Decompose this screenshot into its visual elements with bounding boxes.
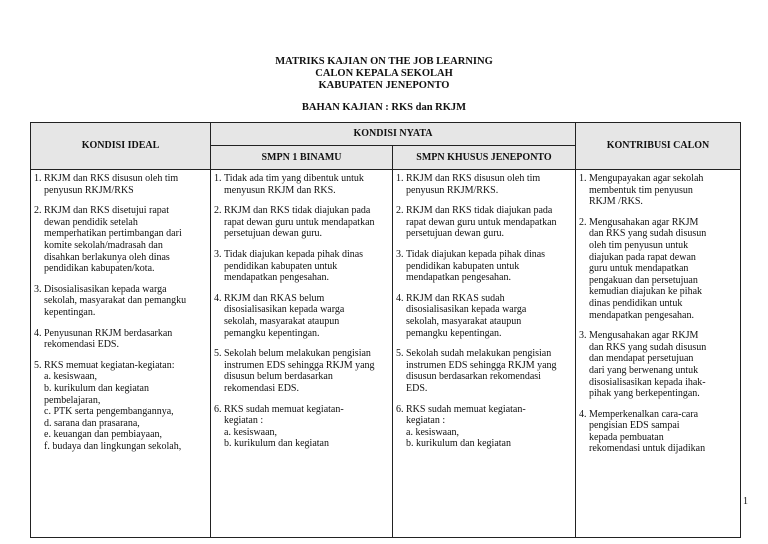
item-line: dan mendapat persetujuan <box>589 353 694 365</box>
item-line: d. sarana dan prasarana, <box>44 417 140 429</box>
list-item <box>579 330 738 400</box>
item-line: pemangku kepentingan. <box>406 327 502 339</box>
item-line: disosialisasikan kepada ihak- <box>589 376 706 388</box>
item-line: persetujuan dewan guru. <box>406 228 505 240</box>
list-item <box>34 173 208 196</box>
item-line: Disosialisasikan kepada warga <box>44 283 167 295</box>
item-number: 6. <box>396 403 404 415</box>
item-line: EDS. <box>406 382 428 394</box>
item-number: 3. <box>396 248 404 260</box>
list-item <box>579 409 738 455</box>
item-line: memperhatikan pertimbangan dari <box>44 228 182 240</box>
item-line: disosialisasikan kepada warga <box>406 304 527 316</box>
item-number: 2. <box>579 216 587 228</box>
item-line: b. kurikulum dan kegiatan <box>44 382 149 394</box>
list-item <box>396 205 573 240</box>
item-line: rapat dewan guru untuk mendapatkan <box>224 216 375 228</box>
list-item <box>579 217 738 321</box>
page-number: 1 <box>743 496 748 507</box>
doc-title-line-3: KABUPATEN JENEPONTO <box>318 80 450 91</box>
item-line: rekomendasi EDS. <box>44 339 119 351</box>
item-number: 3. <box>579 330 587 342</box>
item-line: Tidak diajukan kepada pihak dinas <box>406 248 546 260</box>
item-line: pendidikan kabupaten untuk <box>406 260 520 272</box>
item-line: guru untuk mendapatkan <box>589 263 689 275</box>
cell-smpn-khusus <box>393 170 575 537</box>
item-number: 1. <box>396 173 404 184</box>
item-line: pembelajaran, <box>44 394 101 406</box>
item-number: 2. <box>396 205 404 217</box>
list-item <box>34 360 208 453</box>
item-number: 5. <box>34 359 42 371</box>
item-line: kepada pembuatan <box>589 431 664 443</box>
item-line: sekolah, masyarakat dan pemangku <box>44 295 187 307</box>
item-number: 3. <box>214 248 222 260</box>
list-item <box>214 205 390 240</box>
item-line: sekolah, masyarakat ataupun <box>224 315 340 327</box>
item-line: a. kesiswaan, <box>406 426 460 438</box>
item-line: rekomendasi untuk dijadikan <box>589 443 706 455</box>
item-number: 2. <box>34 205 42 217</box>
item-number: 2. <box>214 205 222 217</box>
item-number: 5. <box>214 348 222 360</box>
col-header-smpn1: SMPN 1 BINAMU <box>211 146 393 170</box>
item-line: kegiatan : <box>224 415 264 427</box>
item-line: RKS sudah memuat kegiatan- <box>224 403 344 415</box>
item-line: dari yang berwenang untuk <box>589 364 699 376</box>
col-header-kondisi-nyata: KONDISI NYATA <box>211 123 576 146</box>
item-line: kepentingan. <box>44 306 96 318</box>
item-line: persetujuan dewan guru. <box>224 228 323 240</box>
item-line: penyusun RKJM/RKS <box>44 184 134 196</box>
item-line: RKJM /RKS. <box>589 196 643 208</box>
col-header-kontribusi: KONTRIBUSI CALON <box>576 123 741 170</box>
item-line: oleh tim penyusun untuk <box>589 239 689 251</box>
item-line: Tidak diajukan kepada pihak dinas <box>224 248 364 260</box>
item-line: RKJM dan RKS disetujui rapat <box>44 205 169 217</box>
list-item <box>214 404 390 450</box>
item-line: Sekolah sudah melakukan pengisian <box>406 348 552 360</box>
item-line: a. kesiswaan, <box>224 426 278 438</box>
item-line: disusun belum berdasarkan <box>224 371 333 383</box>
item-line: instrumen EDS sehingga RKJM yang <box>406 359 557 371</box>
item-line: f. budaya dan lingkungan sekolah, <box>44 440 182 452</box>
list-item <box>214 293 390 339</box>
item-number: 5. <box>396 348 404 360</box>
item-line: Mengupayakan agar sekolah <box>589 173 704 184</box>
item-line: membentuk tim penyusun <box>589 184 693 196</box>
list-item <box>396 173 573 196</box>
doc-title-line-2: CALON KEPALA SEKOLAH <box>315 68 453 79</box>
item-line: RKJM dan RKAS belum <box>224 292 325 304</box>
cell-kondisi-ideal <box>31 170 210 537</box>
item-number: 1. <box>34 173 42 184</box>
list-item <box>214 249 390 284</box>
item-line: pengakuan dan persetujuan <box>589 274 698 286</box>
item-line: pendidikan kabupaten/kota. <box>44 263 155 275</box>
item-number: 6. <box>214 403 222 415</box>
item-line: Tidak ada tim yang dibentuk untuk <box>224 173 364 184</box>
item-line: e. keuangan dan pembiayaan, <box>44 429 163 441</box>
item-line: RKJM dan RKS disusun oleh tim <box>44 173 179 184</box>
item-line: mendapatkan pengesahan. <box>224 272 329 284</box>
cell-smpn1 <box>211 170 392 537</box>
item-line: RKJM dan RKS disusun oleh tim <box>406 173 541 184</box>
item-number: 3. <box>34 283 42 295</box>
item-line: menyusun RKJM dan RKS. <box>224 184 336 196</box>
item-line: c. PTK serta pengembangannya, <box>44 406 174 418</box>
item-line: mendapatkan pengesahan. <box>589 309 694 321</box>
item-number: 4. <box>396 292 404 304</box>
col-header-smpn-khusus: SMPN KHUSUS JENEPONTO <box>393 146 576 170</box>
list-item <box>396 348 573 394</box>
cell-kontribusi <box>576 170 740 537</box>
item-line: RKJM dan RKAS sudah <box>406 292 505 304</box>
doc-title-line-1: MATRIKS KAJIAN ON THE JOB LEARNING <box>275 56 493 67</box>
list-item <box>214 348 390 394</box>
item-number: 1. <box>579 173 587 184</box>
item-line: pihak yang berkepentingan. <box>589 388 700 400</box>
col-header-kondisi-ideal: KONDISI IDEAL <box>31 123 211 170</box>
matrix-table <box>30 122 741 538</box>
list-item <box>34 328 208 351</box>
item-number: 4. <box>579 408 587 420</box>
list-item <box>396 293 573 339</box>
item-line: disosialisasikan kepada warga <box>224 304 345 316</box>
item-line: diajukan pada rapat dewan <box>589 251 696 263</box>
list-item <box>396 249 573 284</box>
item-line: dinas pendidikan untuk <box>589 297 683 309</box>
item-line: a. kesiswaan, <box>44 371 98 383</box>
item-line: RKJM dan RKS tidak diajukan pada <box>406 205 553 217</box>
item-line: penyusun RKJM/RKS. <box>406 184 499 196</box>
item-line: sekolah, masyarakat ataupun <box>406 315 522 327</box>
item-line: mendapatkan pengesahan. <box>406 272 511 284</box>
list-item <box>34 284 208 319</box>
item-line: dewan pendidik setelah <box>44 216 138 228</box>
item-line: Memperkenalkan cara-cara <box>589 408 699 420</box>
item-line: Mengusahakan agar RKJM <box>589 216 699 228</box>
item-line: RKS memuat kegiatan-kegiatan: <box>44 359 175 371</box>
list-item <box>579 173 738 208</box>
list-item <box>396 404 573 450</box>
list-item <box>214 173 390 196</box>
list-item <box>34 205 208 275</box>
item-line: Mengusahakan agar RKJM <box>589 330 699 342</box>
item-line: Penyusunan RKJM berdasarkan <box>44 327 173 339</box>
item-number: 4. <box>214 292 222 304</box>
item-number: 4. <box>34 327 42 339</box>
item-number: 1. <box>214 173 222 184</box>
bahan-kajian: BAHAN KAJIAN : RKS dan RKJM <box>301 102 467 113</box>
item-line: rapat dewan guru untuk mendapatkan <box>406 216 557 228</box>
item-line: pengisian EDS sampai <box>589 420 680 432</box>
item-line: kemudian diajukan ke pihak <box>589 286 703 298</box>
item-line: Sekolah belum melakukan pengisian <box>224 348 371 360</box>
item-line: rekomendasi EDS. <box>224 382 299 394</box>
item-line: b. kurikulum dan kegiatan <box>224 438 329 450</box>
item-line: kegiatan : <box>406 415 446 427</box>
item-line: dan RKS yang sudah disusun <box>589 341 707 353</box>
item-line: disahkan berlakunya oleh dinas <box>44 251 170 263</box>
item-line: RKS sudah memuat kegiatan- <box>406 403 526 415</box>
item-line: komite sekolah/madrasah dan <box>44 239 163 251</box>
item-line: instrumen EDS sehingga RKJM yang <box>224 359 375 371</box>
item-line: pendidikan kabupaten untuk <box>224 260 338 272</box>
item-line: pemangku kepentingan. <box>224 327 320 339</box>
item-line: dan RKS yang sudah disusun <box>589 228 707 240</box>
item-line: disusun berdasarkan rekomendasi <box>406 371 541 383</box>
item-line: RKJM dan RKS tidak diajukan pada <box>224 205 371 217</box>
item-line: b. kurikulum dan kegiatan <box>406 438 511 450</box>
